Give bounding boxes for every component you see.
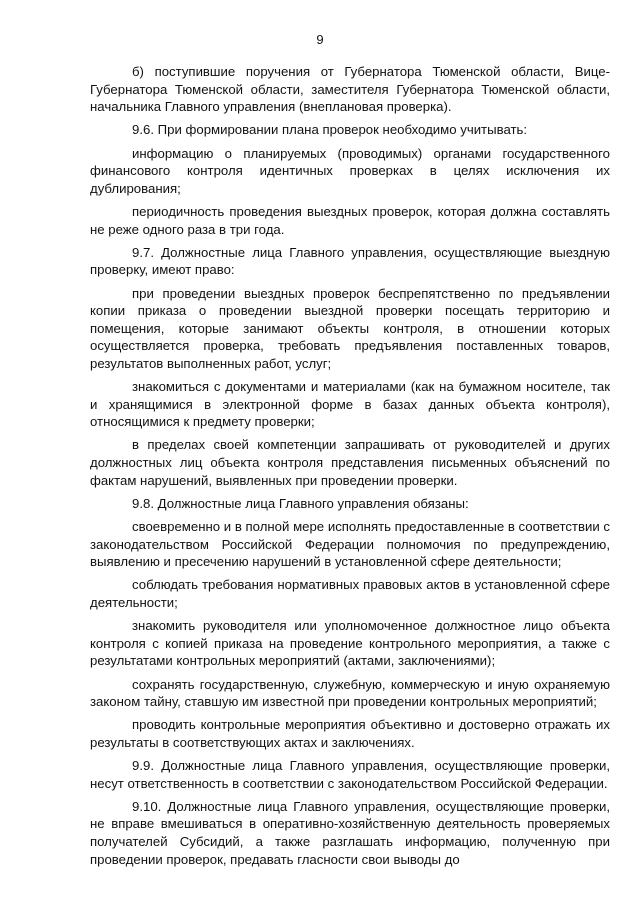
paragraph-1: б) поступившие поручения от Губернатора Тюменской области, Вице-Губернатора Тюменской области, заместителя Губернатора Тюменской области, начальника Главного управления (внеплановая проверка). [90, 64, 610, 115]
document-body [90, 63, 610, 874]
paragraph-16: 9.10. Должностные лица Главного управления, осуществляющие проверки, не вправе вмешиваться в оперативно-хозяйственную деятельность проверяемых получателей Субсидий, а также разглашать информацию, полученную при проведении проверок, предавать гласности свои выводы до [90, 798, 610, 867]
paragraph-14: проводить контрольные мероприятия объективно и достоверно отражать их результаты в соответствующих актах и заключениях. [90, 717, 610, 750]
paragraph-5: 9.7. Должностные лица Главного управления, осуществляющие выездную проверку, имеют право: [90, 244, 610, 278]
paragraph-3: информацию о планируемых (проводимых) органами государственного финансового контроля идентичных проверках в целях исключения их дублирования; [90, 145, 610, 196]
paragraph-6: при проведении выездных проверок беспрепятственно по предъявлении копии приказа о проведении выездной проверки посещать территорию и помещения, которые занимают объекты контроля, в отношении которых осуществляется проверка, требовать предъявления поставленных товаров, результатов выполненных работ, услуг; [90, 285, 610, 371]
paragraph-8: в пределах своей компетенции запрашивать от руководителей и других должностных лиц объекта контроля представления письменных объяснений по фактам нарушений, выявленных при проведении проверки. [90, 437, 610, 488]
paragraph-4: периодичность проведения выездных проверок, которая должна составлять не реже одного раза в три года. [90, 203, 610, 237]
paragraph-12: знакомить руководителя или уполномоченное должностное лицо объекта контроля с копией приказа на проведение контрольного мероприятия, а также с результатами контрольных мероприятий (актами, заключениями); [90, 618, 610, 669]
paragraph-15: 9.9. Должностные лица Главного управления, осуществляющие проверки, несут ответственность в соответствии с законодательством Российской Федерации. [90, 758, 610, 791]
paragraph-11: соблюдать требования нормативных правовых актов в установленной сфере деятельности; [90, 577, 610, 610]
paragraph-9: 9.8. Должностные лица Главного управления обязаны: [132, 495, 469, 511]
paragraph-13: сохранять государственную, служебную, коммерческую и иную охраняемую законом тайну, ставшую им известной при проведении контрольных мероприятий; [90, 676, 610, 710]
page-number: 9 [316, 32, 324, 47]
paragraph-2: 9.6. При формировании плана проверок необходимо учитывать: [132, 122, 528, 138]
paragraph-7: знакомиться с документами и материалами (как на бумажном носителе, так и хранящимися в электронной форме в базах данных объекта контроля), относящимися к предмету проверки; [90, 379, 610, 430]
paragraph-10: своевременно и в полной мере исполнять предоставленные в соответствии с законодательством Российской Федерации полномочия по предупреждению, выявлению и пресечению нарушений в установленной сфере деятельности; [90, 519, 610, 570]
